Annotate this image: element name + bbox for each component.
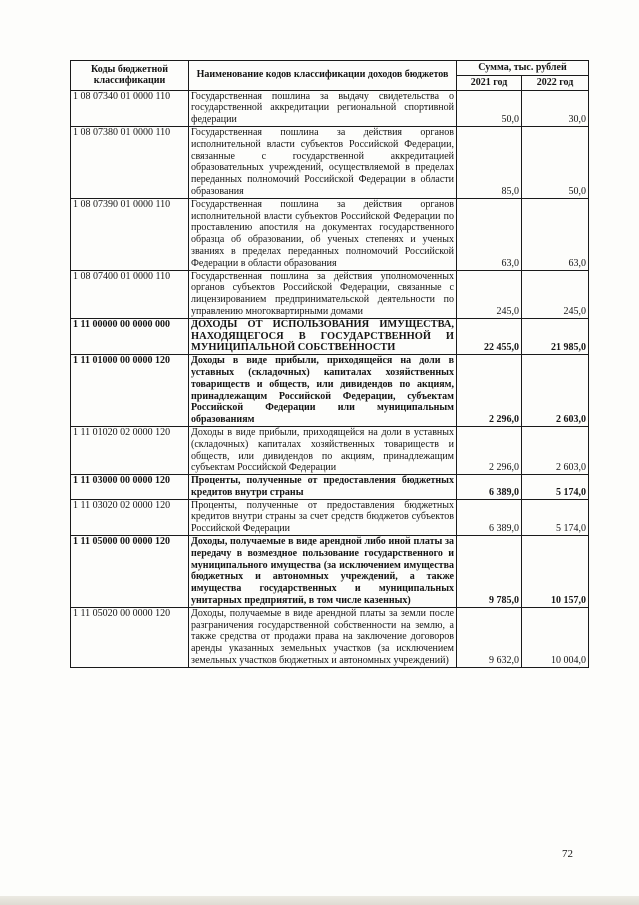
cell-y2021: 2 296,0	[457, 426, 522, 474]
cell-y2022: 2 603,0	[522, 355, 589, 427]
scan-edge	[0, 896, 639, 905]
table-row	[71, 198, 589, 270]
cell-code: 1 08 07340 01 0000 110	[71, 90, 189, 126]
header-2022: 2022 год	[522, 75, 589, 90]
cell-name: Государственная пошлина за действия органов исполнительной власти субъектов Российской Федерации по проставлению апостиля на документах государственного образца об образовании, об ученых степенях и ученых званиях в пределах переданных полномочий Российской Федерации в области образования	[189, 198, 457, 270]
cell-code: 1 11 05000 00 0000 120	[71, 536, 189, 608]
header-name: Наименование кодов классификации доходов бюджетов	[189, 61, 457, 91]
cell-name: Проценты, полученные от предоставления бюджетных кредитов внутри страны	[189, 475, 457, 500]
cell-name: Доходы в виде прибыли, приходящейся на доли в уставных (складочных) капиталах хозяйственных товариществ и обществ, или дивидендов по акциям, принадлежащим субъектам Российской Федерации	[189, 426, 457, 474]
cell-y2021: 245,0	[457, 270, 522, 318]
table-row	[71, 355, 589, 427]
cell-y2021: 9 632,0	[457, 607, 522, 667]
cell-y2022: 5 174,0	[522, 475, 589, 500]
header-2021: 2021 год	[457, 75, 522, 90]
header-code: Коды бюджетной классификации	[71, 61, 189, 91]
cell-y2021: 2 296,0	[457, 355, 522, 427]
header-sum: Сумма, тыс. рублей	[457, 61, 589, 76]
cell-y2022: 245,0	[522, 270, 589, 318]
cell-name: ДОХОДЫ ОТ ИСПОЛЬЗОВАНИЯ ИМУЩЕСТВА, НАХОДЯЩЕГОСЯ В ГОСУДАРСТВЕННОЙ И МУНИЦИПАЛЬНОЙ СОБСТВЕННОСТИ	[189, 318, 457, 354]
cell-code: 1 08 07390 01 0000 110	[71, 198, 189, 270]
cell-name: Государственная пошлина за действия уполномоченных органов субъектов Российской Федерации, связанные с лицензированием предпринимательской деятельности по управлению многоквартирными домами	[189, 270, 457, 318]
page-number: 72	[562, 848, 573, 860]
cell-name: Доходы в виде прибыли, приходящейся на доли в уставных (складочных) капиталах хозяйственных товариществ и обществ, или дивидендов по акциям, принадлежащим Российской Федерации, субъектам Российской Федерации или муниципальным образованиям	[189, 355, 457, 427]
cell-y2022: 30,0	[522, 90, 589, 126]
cell-code: 1 11 01000 00 0000 120	[71, 355, 189, 427]
cell-y2022: 50,0	[522, 126, 589, 198]
cell-y2021: 22 455,0	[457, 318, 522, 354]
cell-y2022: 63,0	[522, 198, 589, 270]
cell-name: Проценты, полученные от предоставления бюджетных кредитов внутри страны за счет средств бюджетов субъектов Российской Федерации	[189, 499, 457, 535]
cell-y2021: 6 389,0	[457, 475, 522, 500]
cell-y2022: 21 985,0	[522, 318, 589, 354]
cell-y2021: 50,0	[457, 90, 522, 126]
cell-y2021: 9 785,0	[457, 536, 522, 608]
cell-y2022: 10 157,0	[522, 536, 589, 608]
table-row	[71, 499, 589, 535]
cell-y2021: 85,0	[457, 126, 522, 198]
table-row	[71, 270, 589, 318]
cell-code: 1 11 03000 00 0000 120	[71, 475, 189, 500]
cell-y2022: 5 174,0	[522, 499, 589, 535]
cell-y2022: 2 603,0	[522, 426, 589, 474]
cell-code: 1 08 07380 01 0000 110	[71, 126, 189, 198]
cell-code: 1 11 01020 02 0000 120	[71, 426, 189, 474]
cell-name: Государственная пошлина за выдачу свидетельства о государственной аккредитации региональной спортивной федерации	[189, 90, 457, 126]
cell-name: Доходы, получаемые в виде арендной платы за земли после разграничения государственной собственности на землю, а также средства от продажи права на заключение договоров аренды указанных земельных участков (за исключением земельных участков бюджетных и автономных учреждений)	[189, 607, 457, 667]
table-row	[71, 90, 589, 126]
cell-y2022: 10 004,0	[522, 607, 589, 667]
cell-code: 1 11 05020 00 0000 120	[71, 607, 189, 667]
table-row	[71, 318, 589, 354]
table-row	[71, 126, 589, 198]
cell-y2021: 63,0	[457, 198, 522, 270]
table-row	[71, 536, 589, 608]
budget-table	[70, 60, 589, 668]
table-row	[71, 426, 589, 474]
cell-code: 1 08 07400 01 0000 110	[71, 270, 189, 318]
cell-code: 1 11 00000 00 0000 000	[71, 318, 189, 354]
cell-code: 1 11 03020 02 0000 120	[71, 499, 189, 535]
table-row	[71, 607, 589, 667]
cell-y2021: 6 389,0	[457, 499, 522, 535]
cell-name: Доходы, получаемые в виде арендной либо иной платы за передачу в возмездное пользование государственного и муниципального имущества (за исключением имущества бюджетных и автономных учреждений, а также имущества государственных и муниципальных унитарных предприятий, в том числе казенных)	[189, 536, 457, 608]
table-row	[71, 475, 589, 500]
cell-name: Государственная пошлина за действия органов исполнительной власти субъектов Российской Федерации, связанные с государственной аккредитацией образовательных учреждений, осуществляемой в пределах переданных полномочий Российской Федерации в области образования	[189, 126, 457, 198]
